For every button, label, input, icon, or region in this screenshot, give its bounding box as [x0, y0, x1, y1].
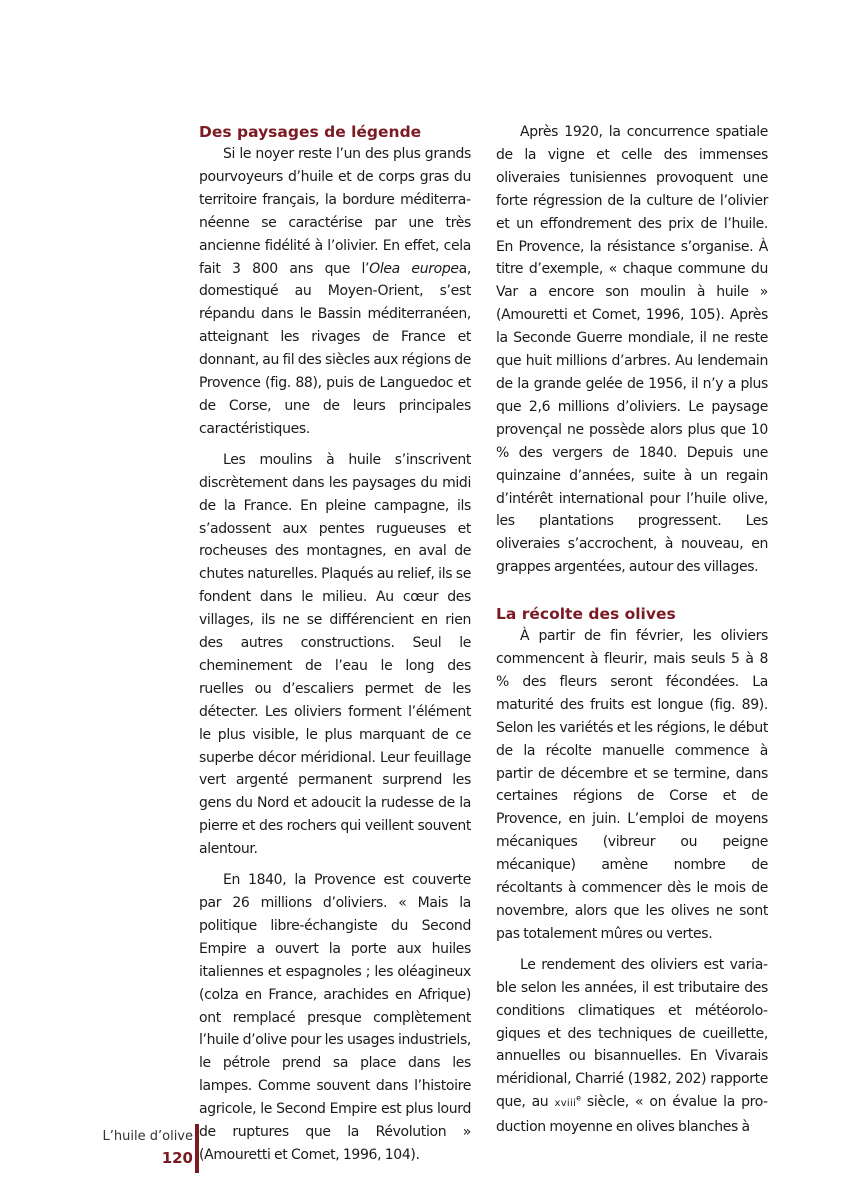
paragraph-moulins: Les moulins à huile s’inscrivent discrètement dans les paysages du midi de la France. En pleine campagne, ils s’adossent aux pentes rugueuses et rocheuses des montagnes, en aval de chutes naturelles. Plaqués au relief, ils se fondent dans le milieu. Au cœur des villages, ils ne se différencient en rien des autres constructions. Seul le cheminement de l’eau le long des ruelles ou d’escaliers permet de les détecter. Les oliviers forment l’élément le plus visible, le plus marquant de ce superbe décor méridional. Leur feuillage vert argenté permanent surprend les gens du Nord et adoucit la rudesse de la pierre et des rochers qui veillent souvent alentour.	[199, 451, 471, 858]
section-heading-recolte: La récolte des olives	[496, 605, 676, 624]
paragraph-rendement-part-1: Le rendement des oliviers est variable selon les années, il est tributaire des conditions climatiques et météorologiques et des techniques de cueillette, annuelles ou bisannuelles. En Vivarais méridional, Charrié (1982, 202) rapporte que, au	[496, 956, 768, 1111]
right-column	[496, 121, 768, 1139]
paragraph-noyer-part-1: Si le noyer reste l’un des plus grands pourvoyeurs d’huile et de corps gras du territoire français, la bordure méditerranéenne se caractérise par une très ancienne fidélité à l’olivier. En effet, cela fait 3 800 ans que l’	[199, 146, 471, 277]
paragraph-1840: En 1840, la Provence est couverte par 26 millions d’oliviers. « Mais la politique libre-échangiste du Second Empire a ouvert la porte aux huiles italiennes et espagnoles ; les oléagineux (colza en France, arachides en Afrique) ont remplacé presque complètement l’huile d’olive pour les usages industriels, le pétrole prend sa place dans les lampes. Comme souvent dans l’histoire agricole, le Second Empire est plus lourd de ruptures que la Révolution » (Amouretti et Comet, 1996, 104).	[199, 872, 471, 1163]
century-numeral: xviii	[554, 1098, 577, 1110]
paragraph-rendement	[496, 954, 768, 1139]
page-number: 120	[161, 1149, 193, 1167]
paragraph-1920: Après 1920, la concurrence spatiale de la vigne et celle des immenses oliveraies tunisiennes provoquent une forte régression de la culture de l’olivier et un effondrement des prix de l’huile. En Provence, la résistance s’organise. À titre d’exemple, « chaque commune du Var a encore son moulin à huile » (Amouretti et Comet, 1996, 105). Après la Seconde Guerre mondiale, il ne reste que huit millions d’arbres. Au lendemain de la grande gelée de 1956, il n’y a plus que 2,6 millions d’oliviers. Le paysage provençal ne possède alors plus que 10 % des vergers de 1840. Depuis une quinzaine d’années, suite à un regain d’intérêt international pour l’huile olive, les plantations progressent. Les oliveraies s’accrochent, à nouveau, en grappes argentées, autour des villages.	[496, 124, 768, 576]
paragraph-rendement-part-2: siècle, « on évalue la production moyenne en olives blanches à	[496, 1094, 769, 1136]
running-title: L’huile d’olive	[102, 1129, 193, 1144]
left-column	[199, 121, 471, 1167]
footer-vertical-rule	[195, 1124, 199, 1173]
olea-europea-italic: Olea europe	[369, 260, 459, 277]
page-footer	[0, 1127, 193, 1169]
paragraph-noyer	[199, 143, 471, 441]
section-heading-paysages: Des paysages de légende	[199, 123, 422, 141]
paragraph-noyer-part-2: a, domestiqué au Moyen-Orient, s’est répandu dans le Bassin méditerranéen, atteignant les rivages de France et donnant, au fil des siècles aux régions de Provence (fig. 88), puis de Languedoc et de Corse, une de leurs principales caractéristiques.	[199, 260, 471, 437]
section-spacer	[496, 587, 768, 603]
paragraph-fevrier: À partir de fin février, les oliviers commencent à fleurir, mais seuls 5 à 8 % des fleurs seront fécondées. La maturité des fruits est longue (fig. 89). Selon les variétés et les régions, le début de la récolte manuelle commence à partir de décembre et se termine, dans certaines régions de Corse et de Provence, en juin. L’emploi de moyens mécaniques (vibreur ou peigne mécanique) amène nombre de récoltants à commencer dès le mois de novembre, alors que les olives ne sont pas totalement mûres ou vertes.	[496, 628, 768, 942]
century-superscript: e	[576, 1093, 581, 1103]
